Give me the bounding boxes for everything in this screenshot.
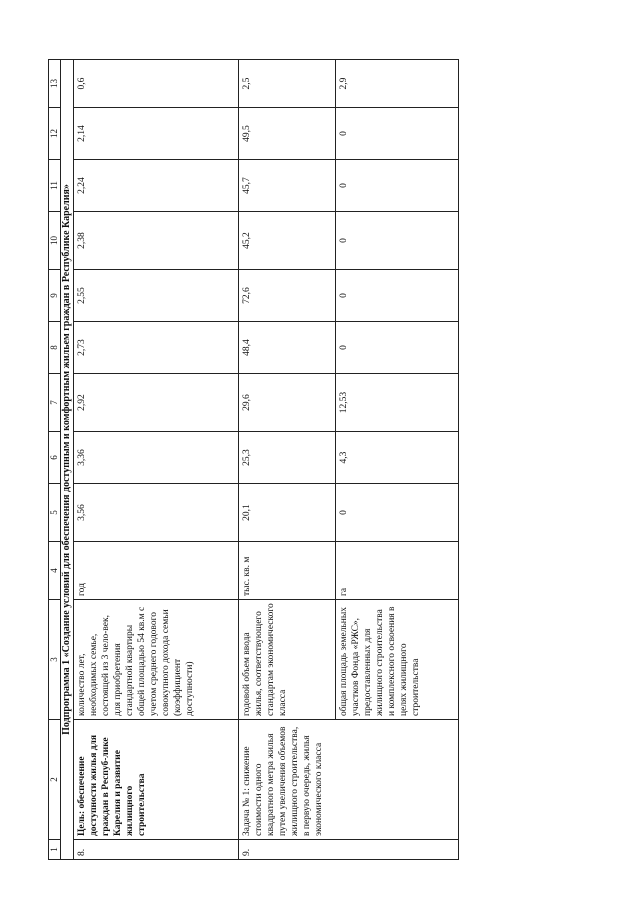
value-cell: 12,53 — [336, 374, 459, 432]
value-cell: 72,6 — [239, 270, 336, 322]
unit-cell: тыс. кв. м — [239, 542, 336, 600]
value-cell: 2,73 — [74, 322, 239, 374]
goal-cell: Задача № 1: снижение стоимости одного квадратного метра жилья путем увеличения объемов жилищного строительства, в первую очередь, жилья экономического класса — [239, 720, 459, 840]
col-header: 4 — [49, 542, 61, 600]
value-cell: 0 — [336, 212, 459, 270]
value-cell: 2,38 — [74, 212, 239, 270]
indicator-cell: годовой объем ввода жилья, соответствующего стандартам экономического класса — [239, 600, 336, 720]
value-cell: 2,92 — [74, 374, 239, 432]
value-cell: 25,3 — [239, 432, 336, 484]
goal-cell: Цель: обеспечение доступности жилья для граждан в Респуб-лике Карелия и развитие жилищного строительства — [74, 720, 239, 840]
value-cell: 20,1 — [239, 484, 336, 542]
document-sheet — [48, 60, 528, 860]
value-cell: 45,7 — [239, 160, 336, 212]
unit-cell: га — [336, 542, 459, 600]
value-cell: 3,56 — [74, 484, 239, 542]
col-header: 8 — [49, 322, 61, 374]
value-cell: 2,14 — [74, 108, 239, 160]
table-row — [239, 60, 336, 860]
col-header: 1 — [49, 840, 61, 860]
subprogram-row — [61, 60, 74, 860]
indicator-cell: количество лет, необходимых семье, состоящей из 3 чело-век, для приобретения стандартной квартиры общей площадью 54 кв.м с учетом среднего годового совокупного дохода семьи (коэффициент доступности) — [74, 600, 239, 720]
subprogram-title: Подпрограмма 1 «Создание условий для обеспечения доступным и комфортным жильем граждан в Республике Карелия» — [61, 60, 74, 860]
value-cell: 0 — [336, 484, 459, 542]
value-cell: 2,9 — [336, 60, 459, 108]
col-header: 13 — [49, 60, 61, 108]
col-header: 5 — [49, 484, 61, 542]
unit-cell: год — [74, 542, 239, 600]
col-header: 9 — [49, 270, 61, 322]
col-header: 10 — [49, 212, 61, 270]
value-cell: 3,36 — [74, 432, 239, 484]
value-cell: 0 — [336, 322, 459, 374]
value-cell: 2,5 — [239, 60, 336, 108]
value-cell: 2,55 — [74, 270, 239, 322]
table-row — [74, 60, 239, 860]
row-number: 8. — [74, 840, 239, 860]
value-cell: 4,3 — [336, 432, 459, 484]
value-cell: 0 — [336, 108, 459, 160]
value-cell: 49,5 — [239, 108, 336, 160]
row-number: 9. — [239, 840, 459, 860]
indicator-cell: общая площадь земельных участков Фонда «РЖС», предоставленных для жилищного строительства и комплексного освоения в целях жилищного строительства — [336, 600, 459, 720]
value-cell: 48,4 — [239, 322, 336, 374]
col-header: 2 — [49, 720, 61, 840]
value-cell: 2,24 — [74, 160, 239, 212]
value-cell: 0 — [336, 270, 459, 322]
col-header: 6 — [49, 432, 61, 484]
col-header: 11 — [49, 160, 61, 212]
indicator-table — [48, 59, 459, 860]
value-cell: 0 — [336, 160, 459, 212]
col-header: 7 — [49, 374, 61, 432]
value-cell: 0,6 — [74, 60, 239, 108]
value-cell: 29,6 — [239, 374, 336, 432]
col-header: 3 — [49, 600, 61, 720]
col-header: 12 — [49, 108, 61, 160]
value-cell: 45,2 — [239, 212, 336, 270]
column-number-row — [49, 60, 61, 860]
